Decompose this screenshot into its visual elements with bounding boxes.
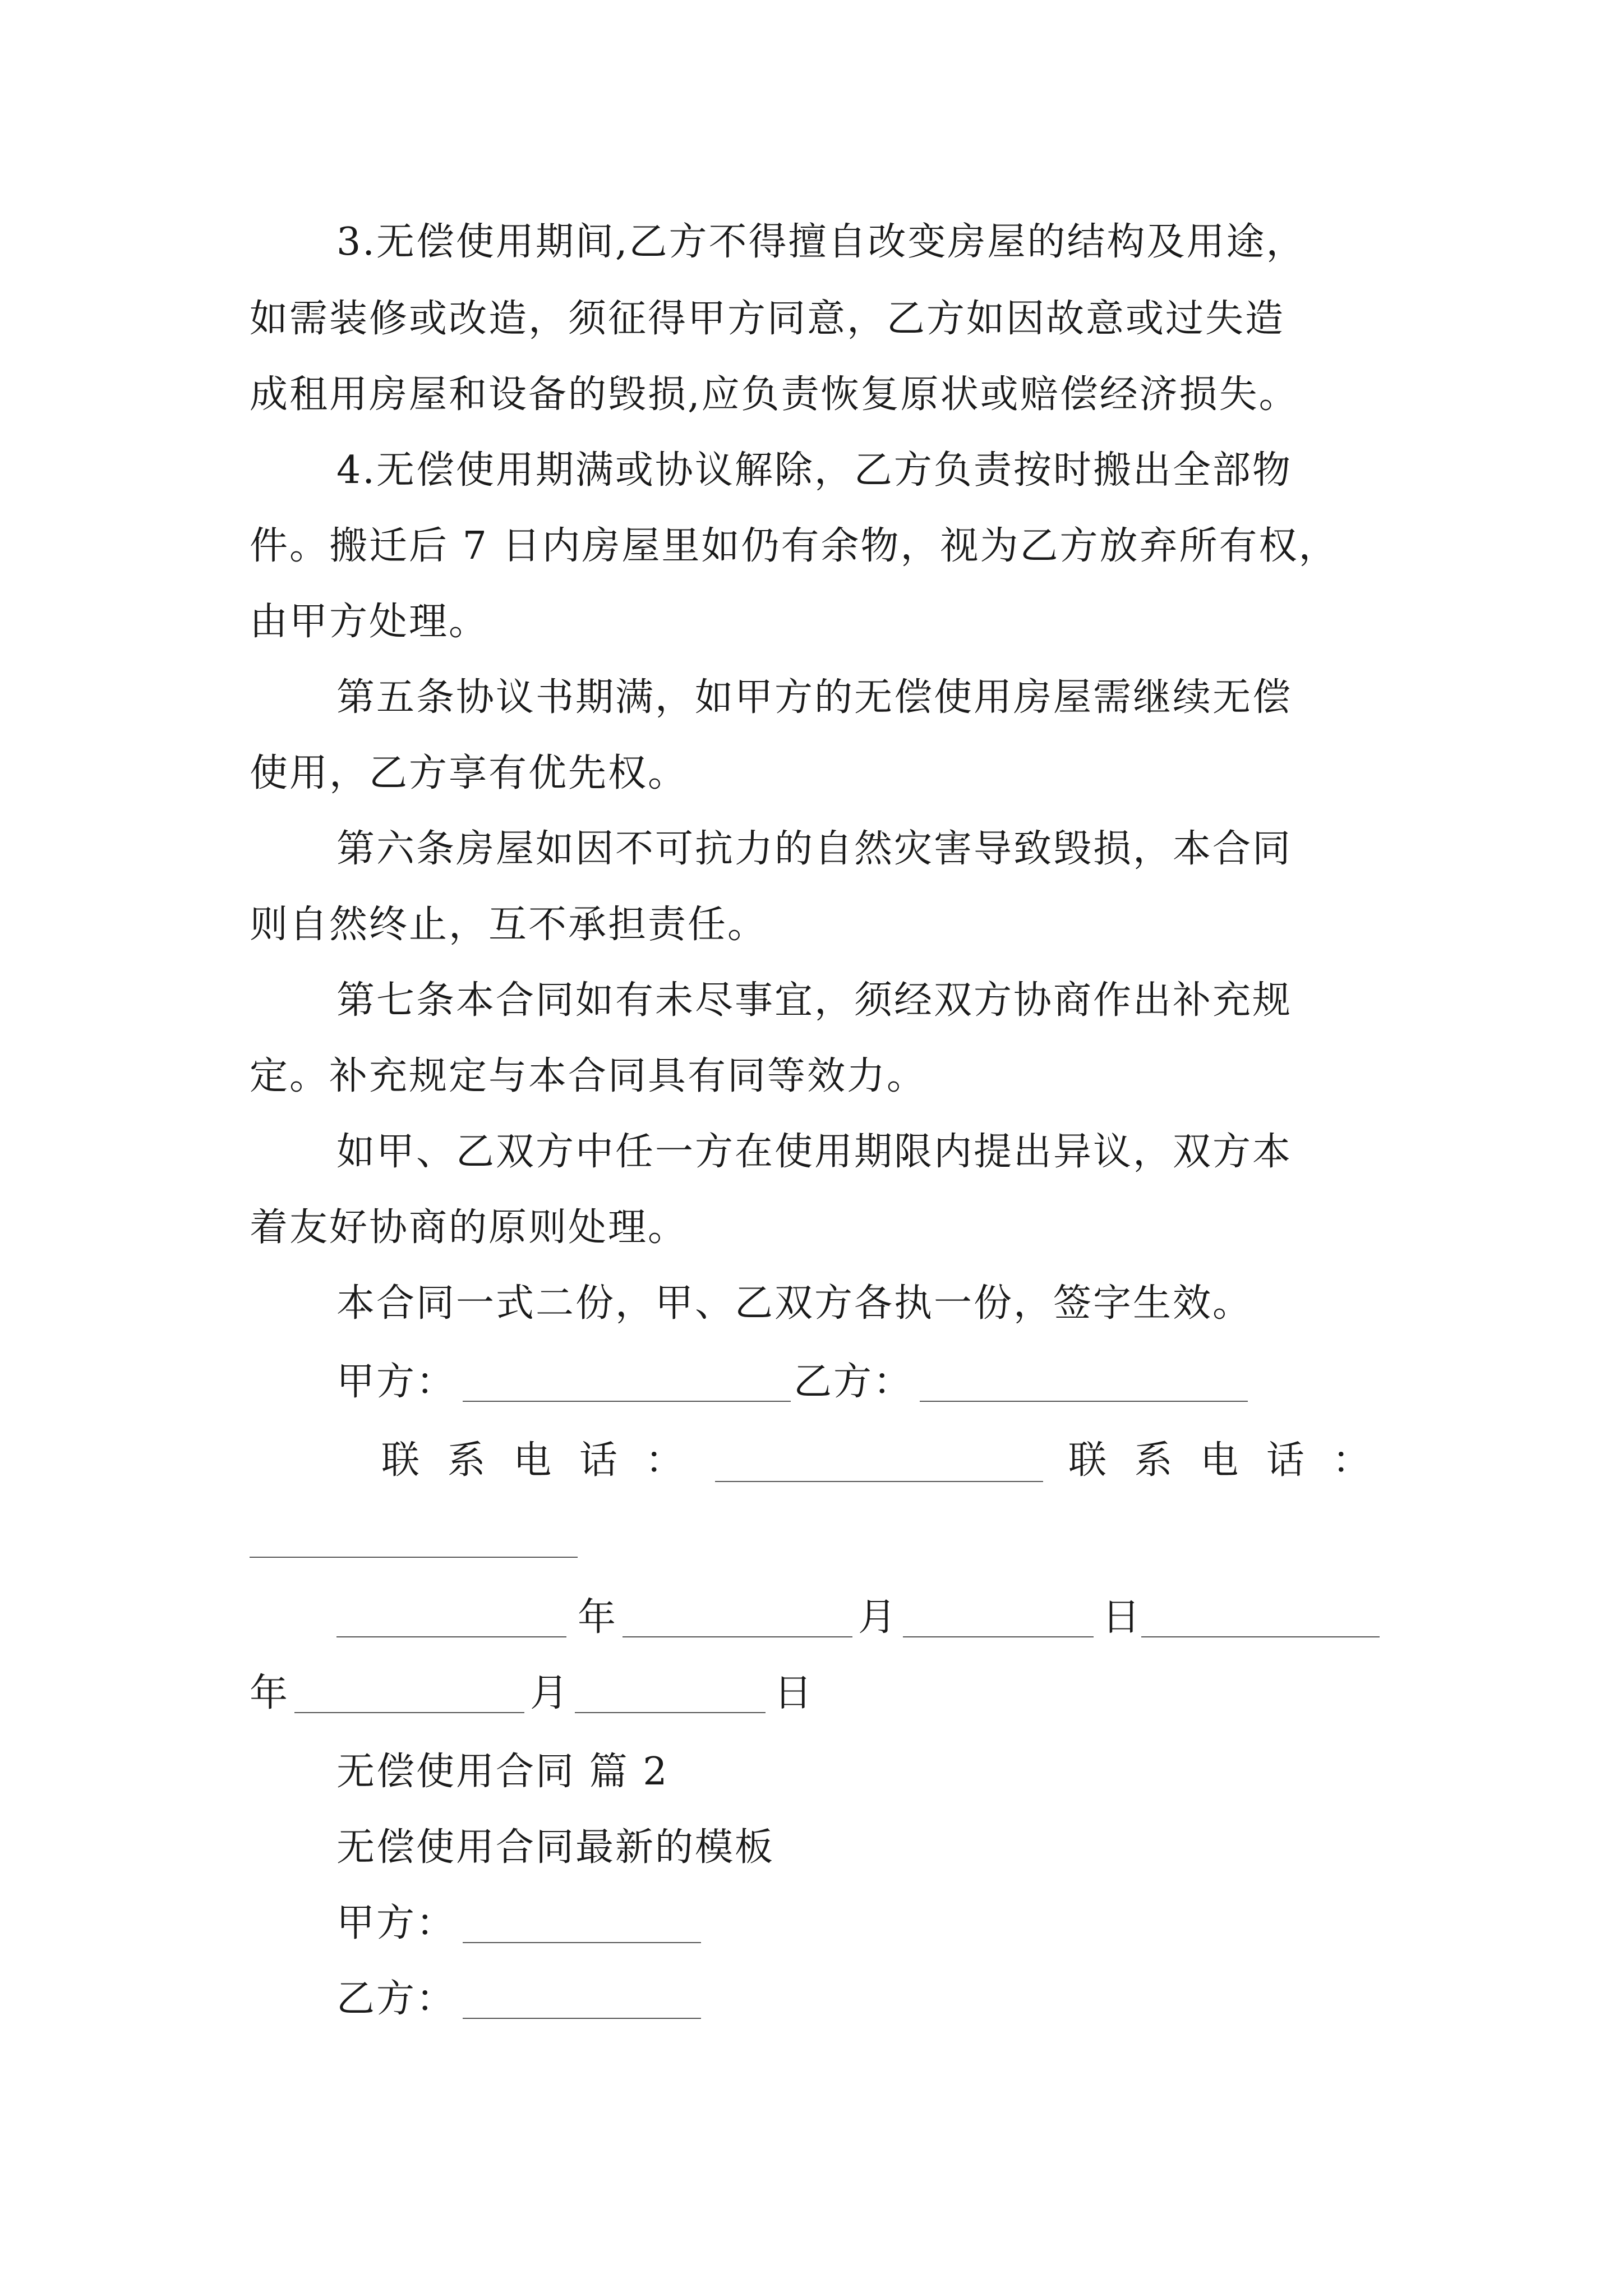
- date-b-year-label: 年: [250, 1671, 290, 1715]
- section-2-party-b-label: 乙方：: [336, 1977, 457, 2021]
- section-2-heading: 无偿使用合同 篇 2: [336, 1750, 669, 1794]
- paragraph-6-line-2: 着友好协商的原则处理。: [250, 1205, 688, 1250]
- paragraph-2-line-2: 件。搬迁后 7 日内房屋里如仍有余物，视为乙方放弃所有权，: [250, 524, 1339, 568]
- date-b-month-blank: [294, 1712, 524, 1713]
- date-b-day-label: 日: [774, 1671, 814, 1715]
- date-b-year-blank: [1141, 1636, 1380, 1637]
- party-a-label: 甲方：: [336, 1360, 457, 1404]
- paragraph-5-line-2: 定。补充规定与本合同具有同等效力。: [250, 1054, 927, 1098]
- paragraph-4-line-1: 第六条房屋如因不可抗力的自然灾害导致毁损，本合同: [336, 827, 1293, 871]
- section-2-party-b-blank: [463, 2018, 701, 2019]
- date-b-day-blank: [575, 1712, 766, 1713]
- phone-b-blank: [250, 1557, 578, 1558]
- paragraph-7-line-1: 本合同一式二份，甲、乙双方各执一份，签字生效。: [336, 1281, 1253, 1326]
- section-2-subtitle: 无偿使用合同最新的模板: [336, 1825, 775, 1870]
- paragraph-6-line-1: 如甲、乙双方中任一方在使用期限内提出异议，双方本: [336, 1130, 1293, 1174]
- paragraph-3-line-1: 第五条协议书期满，如甲方的无偿使用房屋需继续无偿: [336, 675, 1293, 720]
- paragraph-3-line-2: 使用，乙方享有优先权。: [250, 751, 688, 795]
- date-a-month-blank: [623, 1636, 852, 1637]
- paragraph-2-line-1: 4.无偿使用期满或协议解除，乙方负责按时搬出全部物: [336, 448, 1292, 493]
- date-b-month-label: 月: [530, 1671, 570, 1715]
- paragraph-1-line-3: 成租用房屋和设备的毁损,应负责恢复原状或赔偿经济损失。: [250, 372, 1299, 417]
- date-a-day-label: 日: [1102, 1595, 1142, 1640]
- paragraph-2-line-3: 由甲方处理。: [250, 600, 489, 644]
- party-b-label: 乙方：: [794, 1360, 914, 1404]
- section-2-party-a-blank: [463, 1942, 701, 1943]
- party-b-blank: [920, 1401, 1248, 1402]
- paragraph-5-line-1: 第七条本合同如有未尽事宜，须经双方协商作出补充规: [336, 978, 1293, 1023]
- paragraph-4-line-2: 则自然终止，互不承担责任。: [250, 903, 768, 947]
- party-a-blank: [463, 1401, 791, 1402]
- paragraph-1-line-1: 3.无偿使用期间,乙方不得擅自改变房屋的结构及用途，: [336, 220, 1306, 264]
- section-2-party-a-label: 甲方：: [336, 1901, 457, 1945]
- phone-label-a: 联 系 电 话 ：: [381, 1438, 691, 1483]
- date-a-month-label: 月: [858, 1595, 898, 1640]
- date-a-day-blank: [903, 1636, 1094, 1637]
- date-a-year-blank: [336, 1636, 566, 1637]
- phone-label-b: 联 系 电 话 ：: [1068, 1438, 1378, 1483]
- paragraph-1-line-2: 如需装修或改造，须征得甲方同意，乙方如因故意或过失造: [250, 297, 1285, 341]
- date-a-year-label: 年: [578, 1595, 618, 1640]
- phone-a-blank: [715, 1481, 1043, 1482]
